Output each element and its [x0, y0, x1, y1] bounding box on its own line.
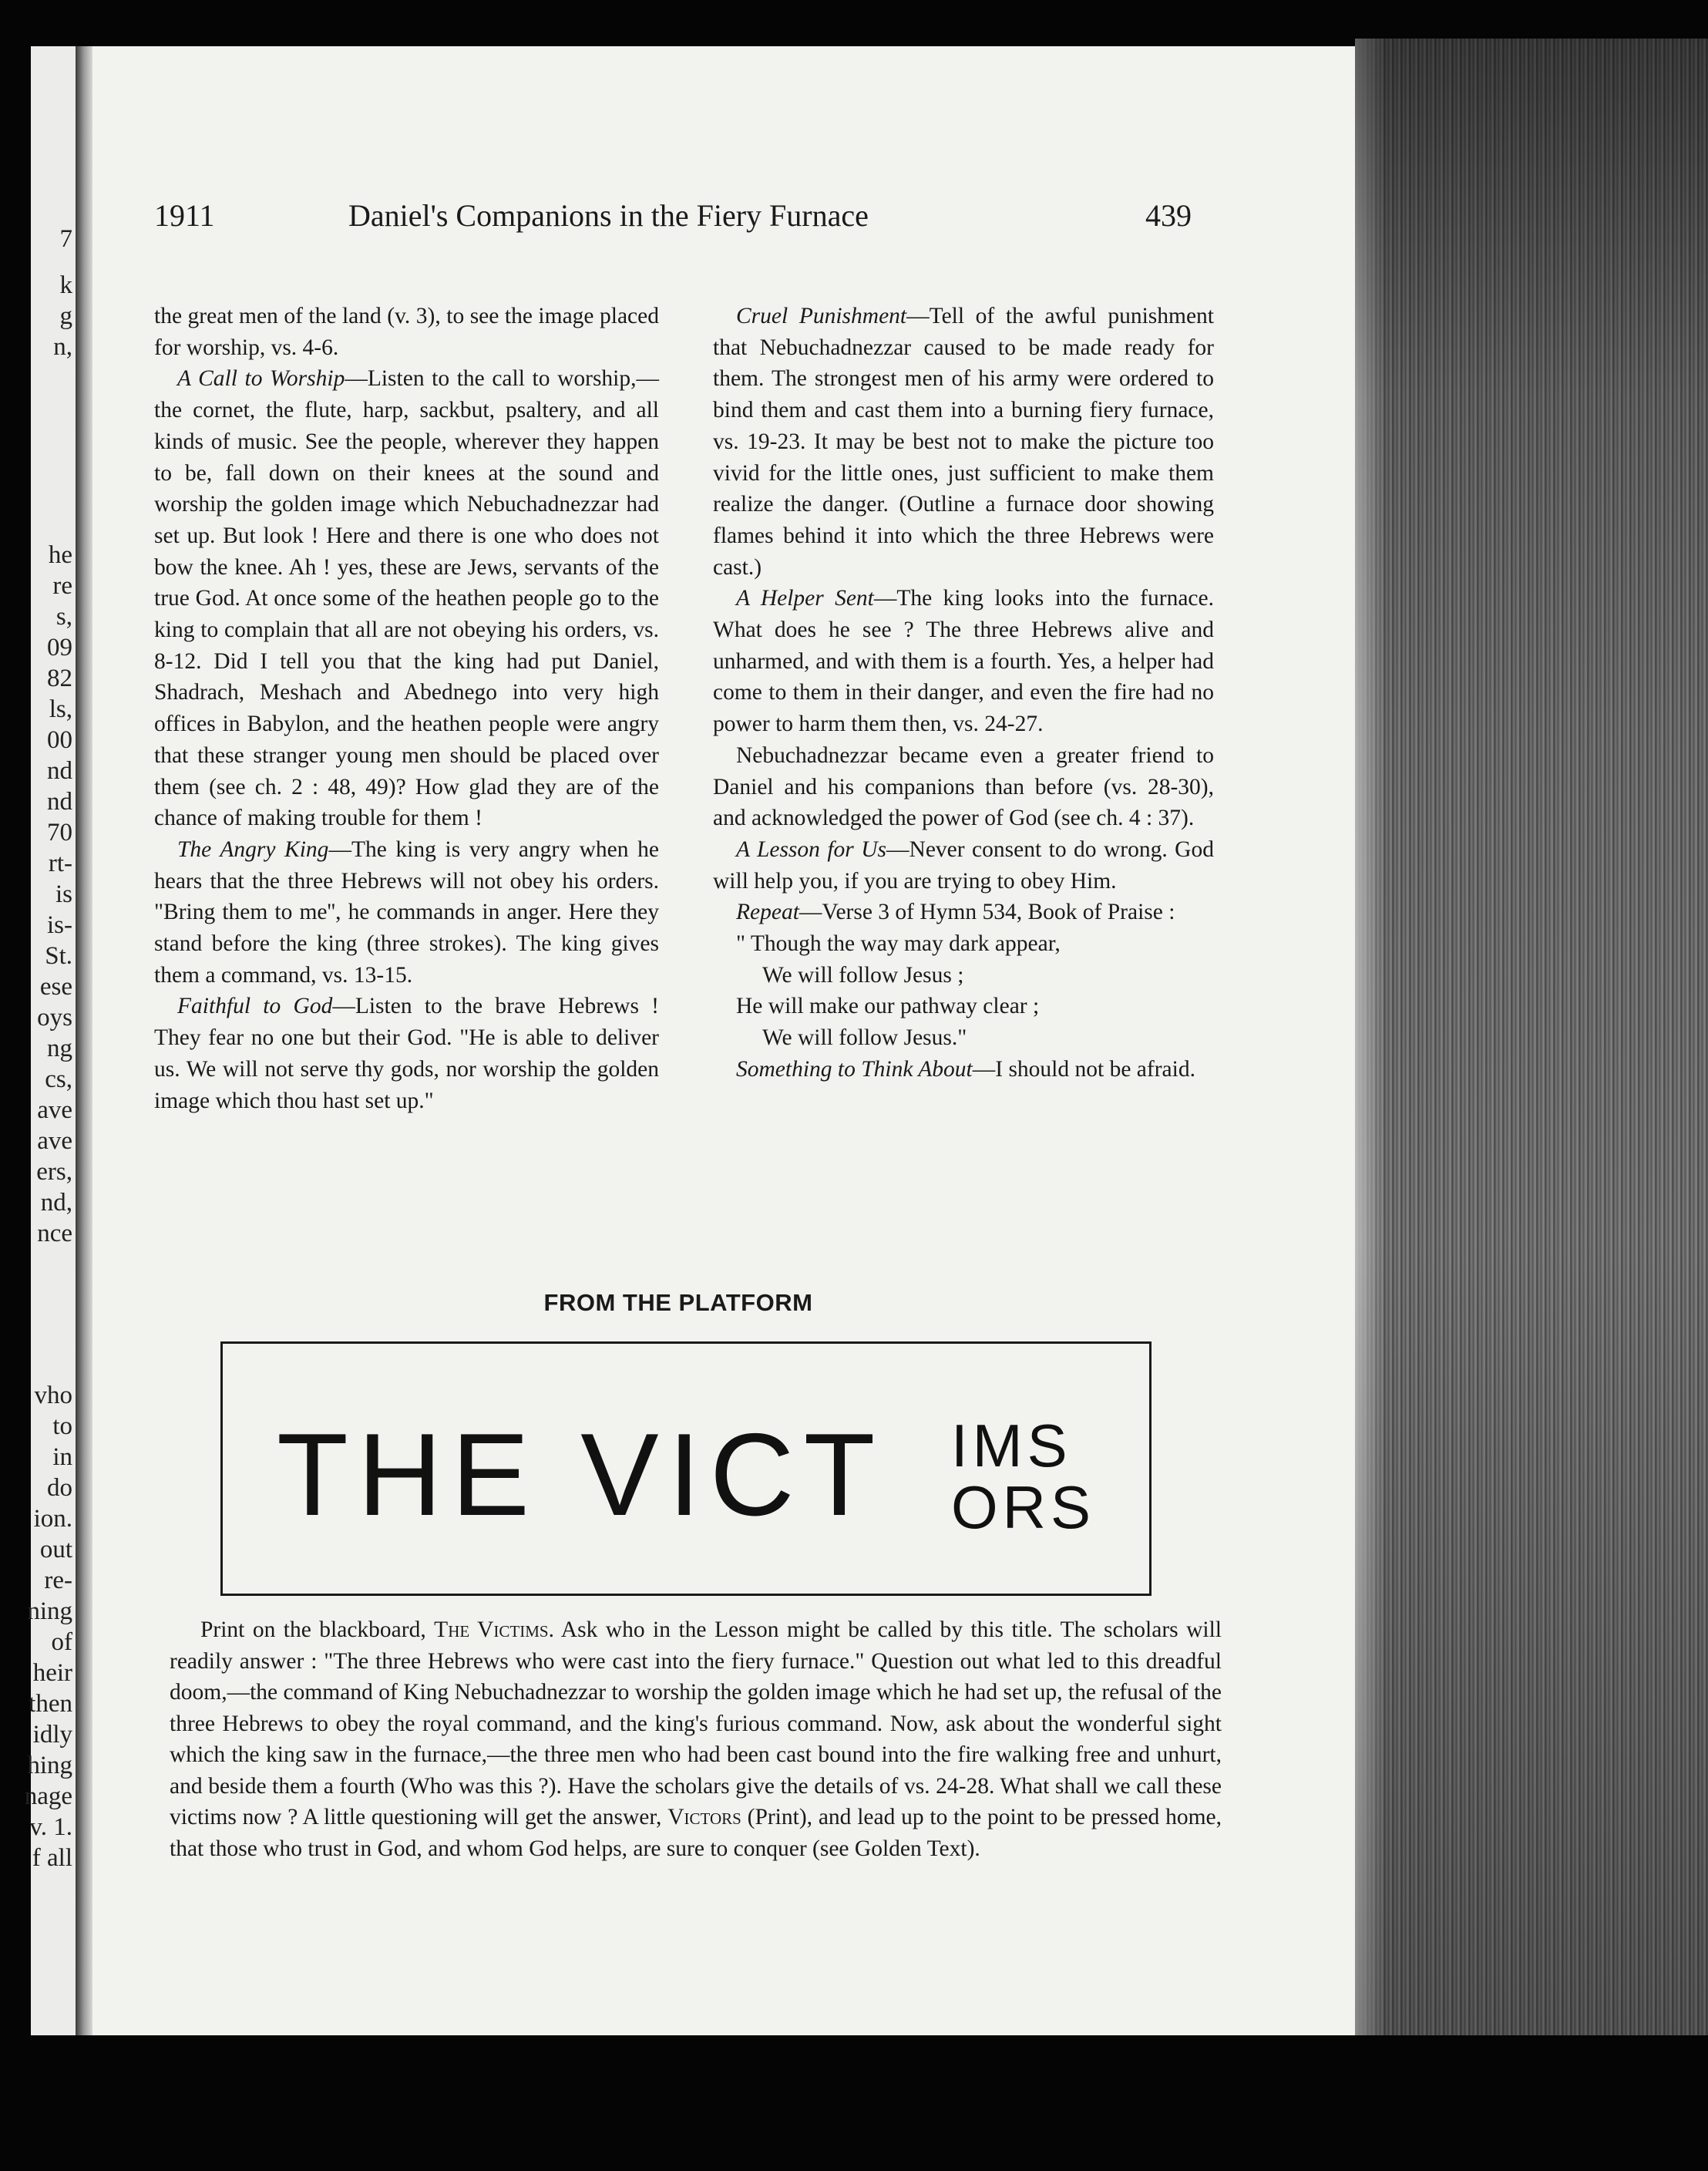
- prev-page-fragment: is: [55, 880, 72, 908]
- prev-page-fragment: hing: [27, 1752, 72, 1779]
- prev-page-fragment: rt-: [48, 850, 72, 877]
- hymn-line: We will follow Jesus ;: [762, 962, 964, 988]
- prev-page-fragment: n,: [53, 333, 72, 361]
- prev-page-fragment: oys: [37, 1004, 72, 1032]
- paragraph-lead: Cruel Punishment: [736, 304, 907, 328]
- paragraph: Faithful to God—Listen to the brave Hebrews ! They fear no one but their God. "He is able to deliver us. We will not serve thy gods, nor worship the golden image which thou hast set up.": [154, 994, 660, 1113]
- prev-page-fragment: ls,: [49, 695, 72, 723]
- hymn-line: He will make our pathway clear ;: [736, 994, 1040, 1019]
- prev-page-fragment: vho: [34, 1382, 72, 1409]
- previous-page-sliver: [24, 46, 76, 2043]
- running-head-year: 1911: [154, 198, 215, 233]
- prev-page-fragment: out: [39, 1536, 72, 1563]
- paragraph-lead: Faithful to God: [177, 994, 333, 1019]
- paragraph: The Angry King—The king is very angry when he hears that the three Hebrews will not obey his orders. "Bring them to me'', he commands in anger. Here they stand before the king (three strokes). The king gives them a command, vs. 13-15.: [154, 836, 659, 988]
- prev-page-fragment: 00: [47, 726, 72, 754]
- hymn-line: " Though the way may dark appear,: [736, 931, 1061, 957]
- prev-page-fragment: 09: [47, 634, 72, 661]
- prev-page-fragment: is-: [47, 911, 72, 939]
- prev-page-fragment: St.: [45, 942, 72, 970]
- paragraph: A Helper Sent—The king looks into the furnace. What does he see ? The three Hebrews alive and unharmed, and with them is a fourth. Yes, a helper had come to them in their danger, and even the fire had no power to harm them then, vs. 24-27.: [713, 586, 1214, 737]
- paragraph-lead: A Call to Worship: [177, 366, 345, 392]
- board-ending-top: IMS: [951, 1412, 1072, 1479]
- left-column: [154, 301, 659, 1116]
- page-number: 439: [1145, 198, 1192, 233]
- hymn-line: We will follow Jesus.": [762, 1025, 967, 1051]
- prev-page-fragment: ave: [37, 1127, 72, 1155]
- paragraph: Repeat—Verse 3 of Hymn 534, Book of Praise :: [736, 900, 1175, 925]
- page-block-edges: [1355, 39, 1708, 2043]
- prev-page-fragment: nd: [47, 788, 72, 816]
- prev-page-fragment: re: [52, 572, 72, 600]
- section-heading: FROM THE PLATFORM: [543, 1289, 813, 1316]
- small-caps-victims: The Victims: [434, 1617, 549, 1642]
- scan-border-bottom: [0, 2035, 1708, 2171]
- platform-paragraph: Print on the blackboard, The Victims. Ask who in the Lesson might be called by this title. The scholars will readily answer : "The three Hebrews who were cast into the fiery furnace." Question out what led to this dreadful doom,—the command of King Nebuchadnezzar to worship the golden image which he had set up, the refusal of the three Hebrews to obey the royal command, and the king's furious command. Now, ask about the wonderful sight which the king saw in the furnace,—the three men who had been cast bound into the fire walking free and unhurt, and beside them a fourth (Who was this ?). Have the scholars give the details of vs. 24-28. What shall we call these victims now ? A little questioning will get the answer, Victors (Print), and lead up to the point to be pressed home, that those who trust in God, and whom God helps, are sure to conquer (see Golden Text).: [170, 1617, 1222, 1861]
- prev-page-fragment: to: [52, 1412, 72, 1440]
- prev-page-fragment: ning: [27, 1597, 72, 1625]
- paragraph-lead: A Helper Sent: [736, 586, 874, 611]
- prev-page-fragment: ion.: [33, 1505, 72, 1533]
- prev-page-fragment: f all: [32, 1844, 72, 1872]
- paragraph-lead: Repeat: [736, 900, 799, 925]
- small-caps-victors: Victors: [667, 1805, 741, 1829]
- prev-page-fragment: nce: [37, 1220, 72, 1247]
- running-head-title: Daniel's Companions in the Fiery Furnace: [348, 198, 869, 233]
- prev-page-fragment: ese: [39, 973, 72, 1001]
- paragraph-lead: Something to Think About: [736, 1056, 973, 1082]
- paragraph-lead: A Lesson for Us: [736, 836, 887, 862]
- prev-page-fragment: re-: [44, 1567, 72, 1594]
- prev-page-fragment: then: [29, 1690, 72, 1718]
- paragraph-lead: The Angry King: [177, 836, 329, 862]
- prev-page-fragment: of: [51, 1628, 72, 1656]
- right-column: [713, 301, 1214, 1086]
- prev-page-fragment: he: [48, 541, 72, 569]
- prev-page-fragment: do: [47, 1474, 72, 1502]
- prev-page-fragment: 82: [47, 665, 72, 692]
- book-gutter: [76, 46, 92, 2043]
- prev-page-fragment: cs,: [45, 1065, 72, 1093]
- prev-page-fragment: g: [59, 302, 72, 330]
- prev-page-fragment: idly: [32, 1721, 72, 1749]
- paragraph: the great men of the land (v. 3), to see the image placed for worship, vs. 4-6.: [154, 304, 659, 360]
- paragraph: A Lesson for Us—Never consent to do wrong. God will help you, if you are trying to obey Him.: [713, 836, 1214, 894]
- scan-border-left: [0, 0, 31, 2171]
- prev-page-fragment: ave: [37, 1096, 72, 1124]
- prev-page-fragment: heir: [32, 1659, 72, 1687]
- paragraph: Nebuchadnezzar became even a greater friend to Daniel and his companions than before (vs. 28-30), and acknowledged the power of God (see ch. 4 : 37).: [713, 742, 1214, 831]
- blackboard-illustration: [220, 1341, 1152, 1596]
- board-ending-bottom: ORS: [951, 1473, 1096, 1541]
- prev-page-fragment: s,: [55, 603, 72, 631]
- board-main-text: THE VICT: [277, 1409, 885, 1540]
- prev-page-fragment: ng: [47, 1035, 72, 1062]
- paragraph: Something to Think About—I should not be afraid.: [736, 1056, 1195, 1082]
- prev-page-fragment: k: [59, 271, 72, 299]
- prev-page-fragment: ers,: [36, 1158, 72, 1186]
- prev-page-fragment: nd,: [40, 1189, 72, 1217]
- paragraph: Cruel Punishment—Tell of the awful punishment that Nebuchadnezzar caused to be made ready for them. The strongest men of his army were ordered to bind them and cast them into a burning fiery furnace, vs. 19-23. It may be best not to make the picture too vivid for the little ones, just sufficient to make them realize the danger. (Outline a furnace door showing flames behind it into which the three Hebrews were cast.): [713, 304, 1214, 580]
- prev-page-fragment: in: [52, 1443, 72, 1471]
- paragraph: A Call to Worship—Listen to the call to worship,—the cornet, the flute, harp, sackbut, psaltery, and all kinds of music. See the people, wherever they happen to be, fall down on their knees at the sound and worship the golden image which Nebuchadnezzar had set up. But look ! Here and there is one who does not bow the knee. Ah ! yes, these are Jews, servants of the true God. At once some of the heathen people go to the king to complain that all are not obeying his orders, vs. 8-12. Did I tell you that the king had put Daniel, Shadrach, Meshach and Abednego into very high offices in Babylon, and the heathen people were angry that these stranger young men should be placed over them (see ch. 2 : 48, 49)? How glad they are of the chance of making trouble for them !: [154, 366, 659, 831]
- prev-page-fragment: 7: [59, 225, 72, 253]
- prev-page-fragment: 70: [47, 819, 72, 847]
- prev-page-fragment: nage: [24, 1782, 72, 1810]
- board-word-endings: [951, 1412, 1096, 1541]
- prev-page-fragment: nd: [47, 757, 72, 785]
- prev-page-fragment: v. 1.: [29, 1813, 72, 1841]
